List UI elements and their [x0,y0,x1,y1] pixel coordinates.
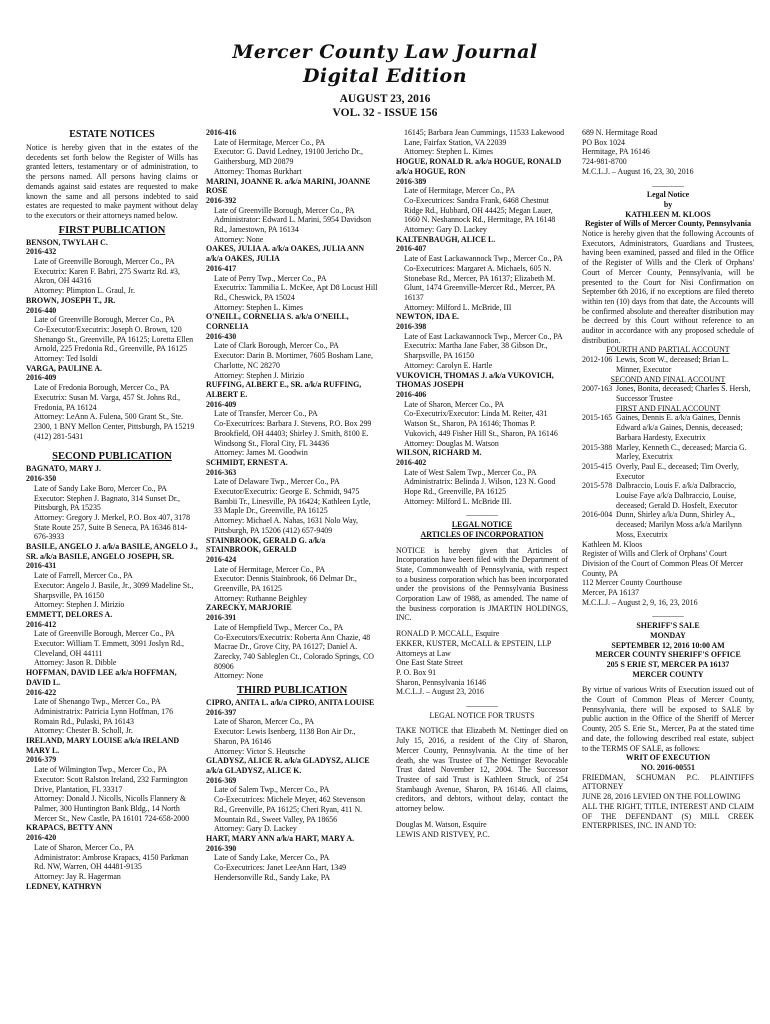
entry-detail: Attorney: Victor S. Heutsche [214,746,306,756]
issue-volume: VOL. 32 - ISSUE 156 [332,107,438,119]
entry-heading: HOGUE, RONALD R. a/k/a HOGUE, RONALD a/k/a HOGUE, RON [396,157,562,176]
entry-detail: Attorney: James M. Goodwin [214,448,308,458]
entry-detail: Late of East Lackawannock Twp., Mercer Co., PA [404,331,563,341]
entry-detail: Executor: Stephen J. Bagnato, 314 Sunset Dr., Pittsburgh, PA 15235 [34,493,180,513]
entry-detail: Late of Transfer, Mercer Co., PA [214,409,318,419]
entry-heading: 2016-431 [26,561,57,571]
entry-detail: Co-Executors/Executrix: Roberta Ann Chazie, 48 Macrae Dr., Grove City, PA 16127; Daniel A. Zarecky, 740 Sableglen Ct., Colorado Springs, CO 80906 [214,632,374,671]
text-line: 724-981-8700 [582,157,627,167]
notice-title: KATHLEEN M. KLOOS [625,209,711,219]
notice-title: WRIT OF EXECUTION [625,753,711,763]
text-line: Attorneys at Law [396,648,451,658]
entry-heading: 2016-369 [206,775,237,785]
entry-detail: Administratrix: Patricia Lynn Hoffman, 176 Romain Rd., Pulaski, PA 16143 [34,706,174,726]
entry-heading: 2016-430 [206,331,237,341]
notice-title: ARTICLES OF INCORPORATION [420,529,544,539]
entry-detail: Executor: Lewis Isenberg, 1138 Bon Air Dr., Sharon, PA 16146 [214,727,356,746]
entry-heading: VUKOVICH, THOMAS J. a/k/a VUKOVICH, THOMAS JOSEPH [396,370,554,390]
entry-detail: Late of Shenango Twp., Mercer Co., PA [34,697,161,707]
entry-detail: Attorney: Jason R. Dibble [34,658,117,668]
text-line: M.C.L.J. – August 16, 23, 30, 2016 [582,166,694,176]
account-type-heading: SECOND AND FINAL ACCOUNT [610,374,726,384]
entry-heading: HOFFMAN, DAVID LEE a/k/a HOFFMAN, DAVID L. [26,668,177,687]
entry-detail: Late of Greenville Borough, Mercer Co., PA [214,205,355,215]
notice-paragraph: Notice is hereby given that in the estates of the decedents set forth below the Register of Wills has granted letters, testamentary or of administration, to the persons named. All persons having claims or demands against said estates are requested to make known the same and all persons indebted to said estates are requested to make payment without delay to the executors or their attorneys named below. [26,143,198,220]
account-description: Dalbraccio, Louis F. a/k/a Dalbraccio, Louise Faye a/k/a Dalbraccio, Louise, deceased; Gerald D. Hosfelt, Executor [616,481,738,510]
text-line: One East State Street [396,658,463,668]
entry-detail: Late of Perry Twp., Mercer Co., PA [214,273,327,283]
entry-detail: Late of Sharon, Mercer Co., PA [404,399,505,409]
entry-detail: Attorney: None [214,671,264,681]
entry-detail: Executor/Executrix: George E. Schmidt, 9475 Bambii Tr., Linesville, PA 16424; Kathleen Lytle, 33 Maple Dr., Greenville, PA 16125 [214,487,371,516]
account-number: 2007-163 [582,384,613,394]
text-line: Mercer, PA 16137 [582,588,640,598]
notice-title: Legal Notice [646,190,690,200]
account-row [582,510,754,539]
text-line: M.C.L.J. – August 23, 2016 [396,687,484,697]
entry-heading: HART, MARY ANN a/k/a HART, MARY A. [206,833,355,843]
publication-heading: SECOND PUBLICATION [52,451,172,463]
entry-detail: Attorney: Stephen L. Kimes [404,147,493,157]
notice-title: SEPTEMBER 12, 2016 10:00 AM [611,640,725,650]
notice-paragraph: Notice is hereby given that the following Accounts of Executors, Administrators, Guardians and Trustees, having been examined, passed and filed in the Office of the Register of Wills and the Clerk of Orphans' Court of Mercer County, Pennsylvania, will be presented to the Court for Nisi Confirmation on September 6th 2016, if no exceptions are filed thereto within ten (10) days from that date, the Accounts will be confirmed absolute and thereafter distribution may be decreed by this Court without reference to an auditor in accordance with any proposed schedule of distribution. [582,229,754,345]
entry-detail: Late of Greenville Borough, Mercer Co., PA [34,629,175,639]
column-1 [26,128,198,1018]
entry-heading: ZARECKY, MARJORIE [206,603,292,613]
text-line: Hermitage, PA 16146 [582,147,650,157]
publication-heading: FIRST PUBLICATION [58,224,166,236]
entry-heading: KALTENBAUGH, ALICE L. [396,234,496,244]
entry-heading: OAKES, JULIA A. a/k/a OAKES, JULIA ANN a/k/a OAKES, JULIA [206,244,365,264]
account-row [582,355,754,374]
entry-detail: Late of Wilmington Twp., Mercer Co., PA [34,765,168,775]
entry-heading: 2016-379 [26,755,57,765]
entry-detail: Late of Salem Twp., Mercer Co., PA [214,785,330,795]
notice-title: 205 S ERIE ST, MERCER PA 16137 [606,659,730,669]
entry-heading: 2016-407 [396,244,427,254]
column-3 [396,128,568,1018]
text-line: P. O. Box 91 [396,667,437,677]
account-row [582,481,754,510]
entry-detail: Executrix: Susan M. Varga, 457 St. Johns Rd., Fredonia, PA 16124 [34,392,181,412]
text-line: 112 Mercer County Courthouse [582,578,682,588]
entry-detail: Late of West Salem Twp., Mercer Co., PA [404,467,537,477]
account-number: 2015-165 [582,413,613,423]
entry-detail: Attorney: Gary D. Lackey [404,225,487,235]
notice-title: NO. 2016-00551 [641,763,695,772]
entry-heading: 2016-409 [206,399,237,409]
notice-paragraph: JUNE 28, 2016 LEVIED ON THE FOLLOWING [582,792,741,802]
notice-paragraph: TAKE NOTICE that Elizabeth M. Nettinger died on July 15, 2016, a resident of the City of Sharon, Mercer County, Pennsylvania. At the time of her death, she was Trustee of The Nettinger Revocable Trust dated November 12, 2004. The Successor Trustee of said Trust is Kathleen Struck, of 254 Stambaugh Avenue, Sharon, PA 16146. All claims, creditors, and debtors, without delay, contact the attorney below. [396,726,568,814]
account-description: Overly, Paul E., deceased; Tim Overly, Executor [616,461,739,481]
entry-detail: Attorney: Ted Isoldi [34,354,98,364]
entry-detail: Late of Sharon, Mercer Co., PA [214,717,315,727]
text-line: Register of Wills and Clerk of Orphans' Court Division of the Court of Common Pleas Of Mercer County, PA [582,549,743,578]
entry-heading: 2016-416 [206,128,237,137]
entry-detail: Attorney: Ruthanne Beighley [214,593,307,603]
entry-detail: Executor: Angelo J. Basile, Jr., 3099 Madeline St., Sharpsville, PA 16150 [34,580,194,600]
journal-subtitle: Digital Edition [302,65,468,87]
entry-detail: Attorney: Carolyn E. Hartle [404,360,493,370]
entry-detail: Executrix: Karen F. Babri, 275 Swartz Rd. #3, Akron, OH 44316 [34,266,180,286]
account-description: Gaines, Dennis E. a/k/a Gaines, Dennis Edward a/k/a Gaines, Dennis, deceased; Barbara Hardesty, Executrix [616,413,743,442]
entry-detail: Co-Executor/Executrix: Joseph O. Brown, 120 Shenango St., Greenville, PA 16125; Loretta Ellen Arnold, 225 Fredonia Rd., Greenville, PA 16125 [34,324,194,354]
entry-heading: WILSON, RICHARD M. [396,448,482,458]
entry-detail: Executor: Dennis Stainbrook, 66 Delmar Dr., Greenville, PA 16125 [214,574,357,594]
entry-detail: Co-Executrices: Michele Meyer, 462 Stevenson Rd., Greenville, PA 16125; Cheri Ryan, 411 N. Mountain Rd., Sweet Valley, PA 18656 [214,795,366,824]
entry-heading: 2016-420 [26,833,57,843]
account-description: Jones, Bonita, deceased; Charles S. Hersh, Successor Trustee [616,384,751,403]
entry-detail: Late of Greenville Borough, Mercer Co., PA [34,257,175,267]
entry-heading: 2016-412 [26,619,57,629]
entry-detail: Attorney: Jay R. Hagerman [34,871,121,881]
entry-heading: 2016-391 [206,613,237,623]
masthead [0,40,770,120]
text-line: PO Box 1024 [582,137,625,147]
entry-heading: 2016-397 [206,707,237,717]
entry-detail: Late of Hempfield Twp., Mercer Co., PA [214,622,344,632]
account-description: Lewis, Scott W., deceased; Brian L. Minner, Executor [616,355,729,374]
entry-heading: STAINBROOK, GERALD G. a/k/a STAINBROOK, GERALD [206,535,326,555]
text-line: LEWIS AND RISTVEY, P.C. [396,829,490,839]
entry-detail: Attorney: LeAnn A. Fulena, 500 Grant St., Ste. 2300, 1 BNY Mellon Center, Pittsburgh, PA 15219 (412) 281-5431 [34,412,195,441]
text-line: 689 N. Hermitage Road [582,128,658,137]
notice-title: MONDAY [650,630,686,640]
entry-detail: Late of Clark Borough, Mercer Co., PA [214,341,339,351]
entry-heading: 2016-392 [206,195,237,205]
entry-detail: Attorney: Plimpton L. Graul, Jr. [34,286,136,296]
notice-title: MERCER COUNTY SHERIFF'S OFFICE [595,650,741,660]
entry-heading: 2016-422 [26,687,57,697]
entry-heading: EMMETT, DELORES A. [26,609,113,619]
entry-heading: BASILE, ANGELO J. a/k/a BASILE, ANGELO J., SR. a/k/a BASILE, ANGELO JOSEPH, SR. [26,542,198,561]
entry-detail: Executor: William T. Emmett, 3091 Joslyn Rd., Cleveland, OH 44111 [34,639,185,658]
account-number: 2012-106 [582,355,613,365]
notice-title: MERCER COUNTY [632,669,704,679]
entry-detail: Attorney: None [214,234,264,244]
entry-detail: Co-Executrices: Janet LeeAnn Hart, 1349 Hendersonville Rd., Sandy Lake, PA [214,863,347,882]
text-line: RONALD P. MCCALL, Esquire [396,629,500,639]
entry-heading: 2016-363 [206,467,237,477]
entry-detail: Late of Sharon, Mercer Co., PA [34,842,135,852]
entry-heading: BAGNATO, MARY J. [26,464,101,474]
entry-detail: Late of Greenville Borough, Mercer Co., PA [34,315,175,325]
account-number: 2016-004 [582,510,613,520]
entry-heading: IRELAND, MARY LOUISE a/k/a IRELAND MARY L. [26,736,180,755]
entry-detail: Executrix: Tammilia L. McKee, Apt D8 Locust Hill Rd., Cheswick, PA 15024 [214,283,378,302]
entry-detail: 16145; Barbara Jean Cummings, 11533 Lakewood Lane, Fairfax Station, VA 22039 [404,128,565,147]
text-line: Douglas M. Watson, Esquire [396,819,487,829]
entry-heading: 2016-350 [26,474,57,484]
notice-title: LEGAL NOTICE [451,520,513,530]
divider: ________ [652,609,684,619]
entry-detail: Administrator: Edward L. Marini, 5954 Davidson Rd., Jamestown, PA 16134 [214,215,372,235]
notice-paragraph: By virtue of various Writs of Execution issued out of the Court of Common Pleas of Mercer County, Pennsylvania, there will be exposed to SALE by public auction in the Office of the Sheriff of Mercer County, 205 S. Erie St., Mercer, Pa at the stated time and date, the following described real estate, subject to the TERMS OF SALE, as follows: [582,685,754,753]
entry-heading: GLADYSZ, ALICE R. a/k/a GLADYSZ, ALICE a/k/a GLADYSZ, ALICE K. [206,756,370,775]
entry-detail: Executor: Darin B. Mortimer, 7605 Bosham Lane, Charlotte, NC 28270 [214,351,373,370]
entry-heading: SCHMIDT, ERNEST A. [206,457,288,467]
entry-heading: LEDNEY, KATHRYN [26,881,102,891]
entry-detail: Attorney: Chester B. Scholl, Jr. [34,726,133,736]
entry-heading: 2016-424 [206,554,237,564]
entry-heading: 2016-417 [206,263,237,273]
entry-detail: Attorney: Donald J. Nicolls, Nicolls Flannery & Palmer, 300 Huntington Bank Bldg., 14 North Mercer St., New Castle, PA 16101 724-658-2000 [34,794,190,823]
notice-paragraph: ALL THE RIGHT, TITLE, INTEREST AND CLAIM OF THE DEFENDANT (S) MILL CREEK ENTERPRISES, INC. IN AND TO: [582,801,754,831]
notice-title: Register of Wills of Mercer County, Pennsylvania [584,219,752,229]
divider: ________ [466,508,498,518]
spacer [26,441,198,447]
entry-heading: NEWTON, IDA E. [396,312,459,322]
notice-title: SHERIFF'S SALE [636,621,700,631]
text-line: Kathleen M. Kloos [582,539,643,549]
entry-heading: KRAPACS, BETTY ANN [26,823,113,833]
text-line: Sharon, Pennsylvania 16146 [396,677,487,687]
entry-heading: MARINI, JOANNE R. a/k/a MARINI, JOANNE ROSE [206,176,371,196]
entry-heading: O'NEILL, CORNELIA S. a/k/a O'NEILL, CORNELIA [206,312,349,332]
entry-detail: Co-Executrix/Executor: Linda M. Reiter, 431 Watson St., Sharon, PA 16146; Thomas P. Vukovich, 449 Fisher Hill St., Sharon, PA 16146 [404,409,558,438]
entry-detail: Attorney: Milford L. McBride III. [404,496,512,506]
entry-detail: Late of Sandy Lake, Mercer Co., PA [214,853,330,863]
account-row [582,413,754,442]
entry-detail: Attorney: Stephen J. Mirizio [34,600,125,610]
entry-detail: Late of Delaware Twp., Mercer Co., PA [214,477,340,487]
entry-detail: Administratrix: Belinda J. Wilson, 123 N. Good Hope Rd., Greenville, PA 16125 [404,477,556,497]
entry-detail: Administrator: Ambrose Krapacs, 4150 Parkman Rd. NW, Warren, OH 44481-9135 [34,852,189,872]
account-type-heading: FOURTH AND PARTIAL ACCOUNT [606,345,730,355]
account-number: 2015-578 [582,481,613,491]
section-header: ESTATE NOTICES [69,129,155,140]
entry-heading: BENSON, TWYLAH C. [26,237,108,247]
entry-detail: Attorney: Gregory J. Merkel, P.O. Box 407, 3178 State Route 257, Suite B Seneca, PA 16346 814-676-3933 [34,512,191,542]
text-line: EKKER, KUSTER, McCALL & EPSTEIN, LLP [396,638,552,648]
entry-detail: Attorney: Stephen L. Kimes [214,302,303,312]
notice-title: LEGAL NOTICE FOR TRUSTS [429,710,535,720]
entry-detail: Attorney: Douglas M. Watson [404,438,499,448]
entry-detail: Attorney: Gary D. Lackey [214,824,297,834]
entry-heading: 2016-432 [26,247,57,257]
entry-detail: Attorney: Thomas Burkhart [214,166,302,176]
entry-detail: Late of Farrell, Mercer Co., PA [34,571,133,581]
journal-title: Mercer County Law Journal [232,41,538,63]
entry-heading: 2016-406 [396,389,427,399]
notice-paragraph: FRIEDMAN, SCHUMAN P.C. PLAINTIFFS ATTORNEY [582,772,754,792]
notice-title: by [663,199,673,209]
text-line: M.C.L.J. – August 2, 9, 16, 23, 2016 [582,597,698,607]
account-number: 2015-415 [582,461,613,471]
column-4 [582,128,754,1018]
entry-heading: 2016-440 [26,305,57,315]
account-row [582,443,754,462]
entry-heading: 2016-409 [26,373,57,383]
entry-heading: VARGA, PAULINE A. [26,363,102,373]
entry-heading: 2016-398 [396,322,427,332]
entry-heading: CIPRO, ANITA L. a/k/a CIPRO, ANITA LOUISE [206,698,375,708]
entry-detail: Co-Executrices: Margaret A. Michaels, 605 N. Stonebase Rd., Mercer, PA 16137; Elizabeth M. Glunt, 1474 Greenville-Mercer Rd., Mercer, PA 16137 [404,263,556,302]
entry-detail: Executor: G. David Ledney, 19100 Jericho Dr., Gaithersburg, MD 20879 [214,147,363,167]
divider: ________ [652,178,684,188]
entry-detail: Attorney: Stephen J. Mirizio [214,370,305,380]
entry-heading: 2016-389 [396,176,427,186]
account-description: Marley, Kenneth C., deceased; Marcia G. Marley, Executrix [616,442,747,462]
entry-detail: Executor: Scott Ralston Ireland, 232 Farmington Drive, Plantation, FL 33317 [34,774,188,794]
entry-detail: Co-Executrices: Sandra Frank, 6468 Chestnut Ridge Rd., Hubbard, OH 44425; Megan Lauer, 1660 N. Neshannock Rd., Hermitage, PA 16148 [404,195,556,225]
entry-detail: Attorney: Michael A. Nahas, 1631 Nolo Way, Pittsburgh, PA 15206 (412) 657-9409 [214,516,358,535]
entry-heading: RUFFING, ALBERT E., SR. a/k/a RUFFING, ALBERT E. [206,380,362,399]
entry-detail: Attorney: Milford L. McBride, III [404,302,512,312]
entry-detail: Late of Hermitage, Mercer Co., PA [214,137,326,147]
account-row [582,384,754,403]
publication-heading: THIRD PUBLICATION [236,685,348,697]
entry-heading: 2016-390 [206,843,237,853]
issue-date: AUGUST 23, 2016 [339,93,431,105]
notice-paragraph: NOTICE is hereby given that Articles of Incorporation have been filed with the Department of State, Commonwealth of Pennsylvania, with respect to a business corporation which has been incorporated under the provisions of the Pennsylvania Business Corporation Law of 1988, as amended. The name of the business corporation is JMARTIN HOLDINGS, INC. [396,545,568,623]
entry-detail: Late of Hermitage, Mercer Co., PA [214,564,326,574]
entry-heading: BROWN, JOSEPH T., JR. [26,295,116,305]
entry-detail: Late of Fredonia Borough, Mercer Co., PA [34,383,170,393]
entry-detail: Late of East Lackawannock Twp., Mercer Co., PA [404,254,563,264]
account-row [582,462,754,481]
entry-detail: Co-Executrices: Barbara J. Stevens, P.O. Box 299 Brookfield, OH 44403; Shirley J. Smith, 8100 E. Windsong St., Floral City, FL 34436 [214,419,372,448]
entry-detail: Late of Hermitage, Mercer Co., PA [404,186,516,196]
account-type-heading: FIRST AND FINAL ACCOUNT [615,403,721,413]
account-number: 2015-388 [582,442,613,452]
account-description: Dunn, Shirley a/k/a Dunn, Shirley A., deceased; Marilyn Moss a/k/a Marilynn Moss, Executrix [616,510,742,539]
column-2 [206,128,378,1018]
entry-detail: Executrix: Martha Jane Faber, 38 Gibson Dr., Sharpsville, PA 16150 [404,341,548,361]
entry-detail: Late of Sandy Lake Boro, Mercer Co., PA [34,483,167,493]
divider: ________ [466,699,498,709]
entry-heading: 2016-402 [396,457,427,467]
